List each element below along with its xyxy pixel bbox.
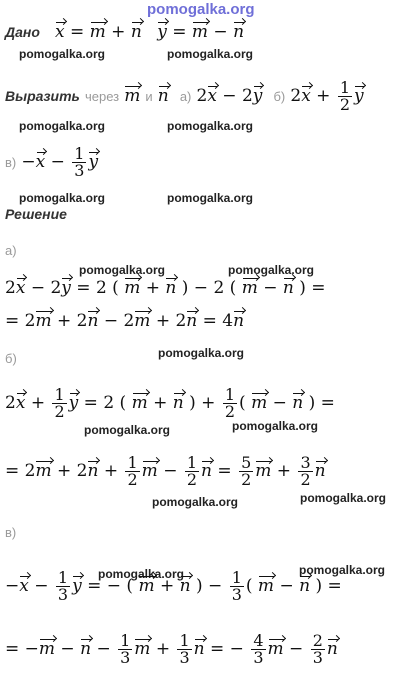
- given-label: Дано: [5, 24, 40, 40]
- part-b-step1: 2x + $\frac{1}{2}$ y = 2 ( m + n ) + $\frac{1}{2}$ ( m − n ) =: [5, 385, 335, 421]
- watermark: pomogalka.org: [19, 47, 106, 61]
- watermark: pomogalka.org: [152, 495, 239, 509]
- and-word: и: [145, 89, 153, 104]
- watermark: pomogalka.org: [158, 346, 245, 360]
- watermark: pomogalka.org: [167, 119, 254, 133]
- part-a-step1: 2x − 2y = 2 ( m + n ) − 2 ( m − n ) =: [5, 278, 326, 298]
- part-b-step2: = 2m + 2n + $\frac{1}{2}$ m − $\frac{1}{2}$ n = $\frac{5}{2}$ m + $\frac{3}{2}$ n: [5, 453, 326, 489]
- part-c-line: в) −x − $\frac{1}{3}$ y: [5, 144, 99, 180]
- solution-label: Решение: [5, 206, 67, 222]
- part-a-step2: = 2m + 2n − 2m + 2n = 4n: [5, 311, 245, 331]
- part-c-label: в): [5, 525, 17, 540]
- express-n: n: [157, 86, 169, 106]
- part-b-expr: 2x + $\frac{1}{2}$ y: [290, 78, 364, 114]
- part-c-step1: −x − $\frac{1}{3}$ y = − ( m + n ) − $\frac{1}{3}$ ( m − n ) =: [5, 568, 342, 604]
- watermark: pomogalka.org: [167, 47, 254, 61]
- given-line: [5, 22, 244, 42]
- watermark: pomogalka.org: [300, 491, 387, 505]
- watermark: pomogalka.org: [232, 419, 319, 433]
- watermark: pomogalka.org: [228, 263, 315, 277]
- express-line: Выразить через m и n а) 2x − 2y б) 2x + $\frac{1}{2}$ y: [5, 78, 364, 114]
- part-c-expr: −x − $\frac{1}{3}$ y: [21, 144, 99, 180]
- express-m: m: [124, 86, 141, 106]
- watermark: pomogalka.org: [98, 567, 185, 581]
- through-word: через: [84, 89, 120, 104]
- watermark: pomogalka.org: [299, 563, 386, 577]
- given-x-def: x = m + n: [55, 22, 142, 42]
- site-watermark-top: pomogalka.org: [147, 1, 255, 18]
- part-a-label: а): [5, 243, 17, 258]
- watermark: pomogalka.org: [79, 263, 166, 277]
- watermark: pomogalka.org: [167, 191, 254, 205]
- watermark: pomogalka.org: [84, 423, 171, 437]
- part-c-step2: = −m − n − $\frac{1}{3}$ m + $\frac{1}{3}$ n = − $\frac{4}{3}$ m − $\frac{2}{3}$ n: [5, 631, 338, 667]
- part-a-expr: 2x − 2y: [196, 86, 263, 106]
- watermark: pomogalka.org: [19, 119, 106, 133]
- express-label: Выразить: [5, 88, 80, 104]
- watermark: pomogalka.org: [19, 191, 106, 205]
- given-y-def: y = m − n: [157, 22, 245, 42]
- part-b-label: б): [5, 351, 17, 366]
